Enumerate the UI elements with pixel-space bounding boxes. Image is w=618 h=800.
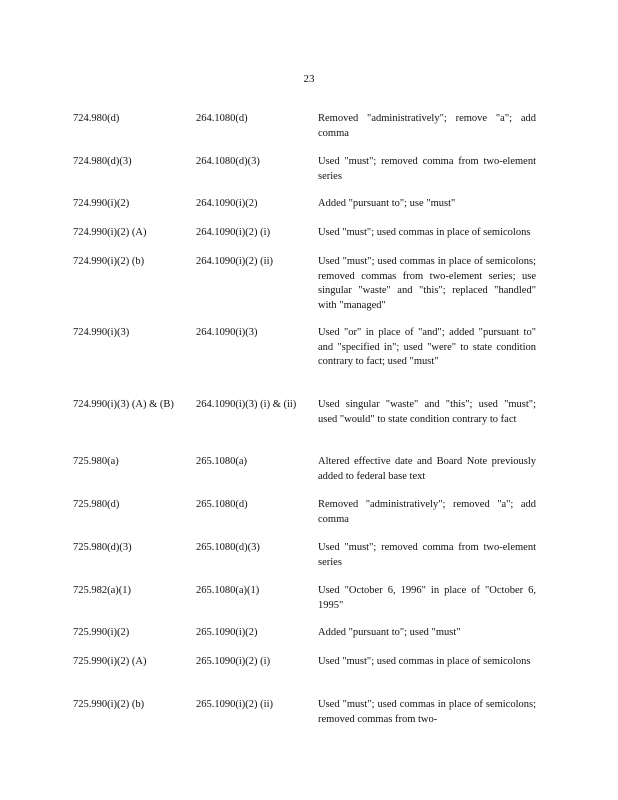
new-section-cell: 265.1090(i)(2) (ii): [196, 699, 273, 710]
change-description-cell: Used "or" in place of "and"; added "pursuant to" and "specified in"; used "were" to state condition contrary to fact; used "must": [318, 327, 536, 367]
old-section-cell: 724.990(i)(2) (b): [73, 256, 145, 267]
new-section-cell: 265.1090(i)(2) (i): [196, 656, 271, 667]
old-section-cell: 724.980(d): [73, 113, 120, 124]
new-section-cell: 264.1090(i)(2): [196, 198, 258, 209]
change-description-cell: Used "must"; used commas in place of semicolons: [318, 227, 531, 238]
new-section-cell: 264.1080(d)(3): [196, 156, 260, 167]
change-description-cell: Used "must"; removed comma from two-element series: [318, 542, 536, 568]
old-section-cell: 724.990(i)(2): [73, 198, 130, 209]
change-description-cell: Used "must"; used commas in place of semicolons: [318, 656, 531, 667]
change-description-cell: Used "October 6, 1996" in place of "October 6, 1995": [318, 585, 536, 611]
old-section-cell: 725.990(i)(2): [73, 627, 130, 638]
new-section-cell: 265.1080(a)(1): [196, 585, 260, 596]
change-description-cell: Removed "administratively"; remove "a"; add comma: [318, 113, 536, 139]
change-description-cell: Used singular "waste" and "this"; used "must"; used "would" to state condition contrary to fact: [318, 399, 536, 425]
new-section-cell: 265.1080(a): [196, 456, 248, 467]
change-description-cell: Removed "administratively"; removed "a"; add comma: [318, 499, 536, 525]
new-section-cell: 264.1090(i)(2) (ii): [196, 256, 273, 267]
old-section-cell: 725.980(d)(3): [73, 542, 132, 553]
new-section-cell: 264.1090(i)(3) (i) & (ii): [196, 399, 297, 410]
old-section-cell: 725.980(d): [73, 499, 120, 510]
page-number: 23: [303, 73, 315, 85]
change-description-cell: Used "must"; used commas in place of semicolons; removed commas from two-element series; use singular "waste" and "this"; replaced "handled" with "managed": [318, 256, 536, 311]
change-description-cell: Used "must"; removed comma from two-element series: [318, 156, 536, 182]
old-section-cell: 724.990(i)(3): [73, 327, 130, 338]
old-section-cell: 725.990(i)(2) (b): [73, 699, 145, 710]
new-section-cell: 264.1090(i)(2) (i): [196, 227, 271, 238]
new-section-cell: 265.1080(d): [196, 499, 248, 510]
new-section-cell: 264.1090(i)(3): [196, 327, 258, 338]
new-section-cell: 264.1080(d): [196, 113, 248, 124]
old-section-cell: 724.990(i)(2) (A): [73, 227, 147, 238]
change-description-cell: Added "pursuant to"; used "must": [318, 627, 461, 638]
change-description-cell: Added "pursuant to"; use "must": [318, 198, 456, 209]
new-section-cell: 265.1080(d)(3): [196, 542, 260, 553]
change-description-cell: Used "must"; used commas in place of semicolons; removed commas from two-: [318, 699, 536, 725]
old-section-cell: 724.980(d)(3): [73, 156, 132, 167]
old-section-cell: 725.982(a)(1): [73, 585, 132, 596]
old-section-cell: 724.990(i)(3) (A) & (B): [73, 399, 174, 410]
old-section-cell: 725.980(a): [73, 456, 119, 467]
new-section-cell: 265.1090(i)(2): [196, 627, 258, 638]
old-section-cell: 725.990(i)(2) (A): [73, 656, 147, 667]
change-description-cell: Altered effective date and Board Note previously added to federal base text: [318, 456, 536, 482]
